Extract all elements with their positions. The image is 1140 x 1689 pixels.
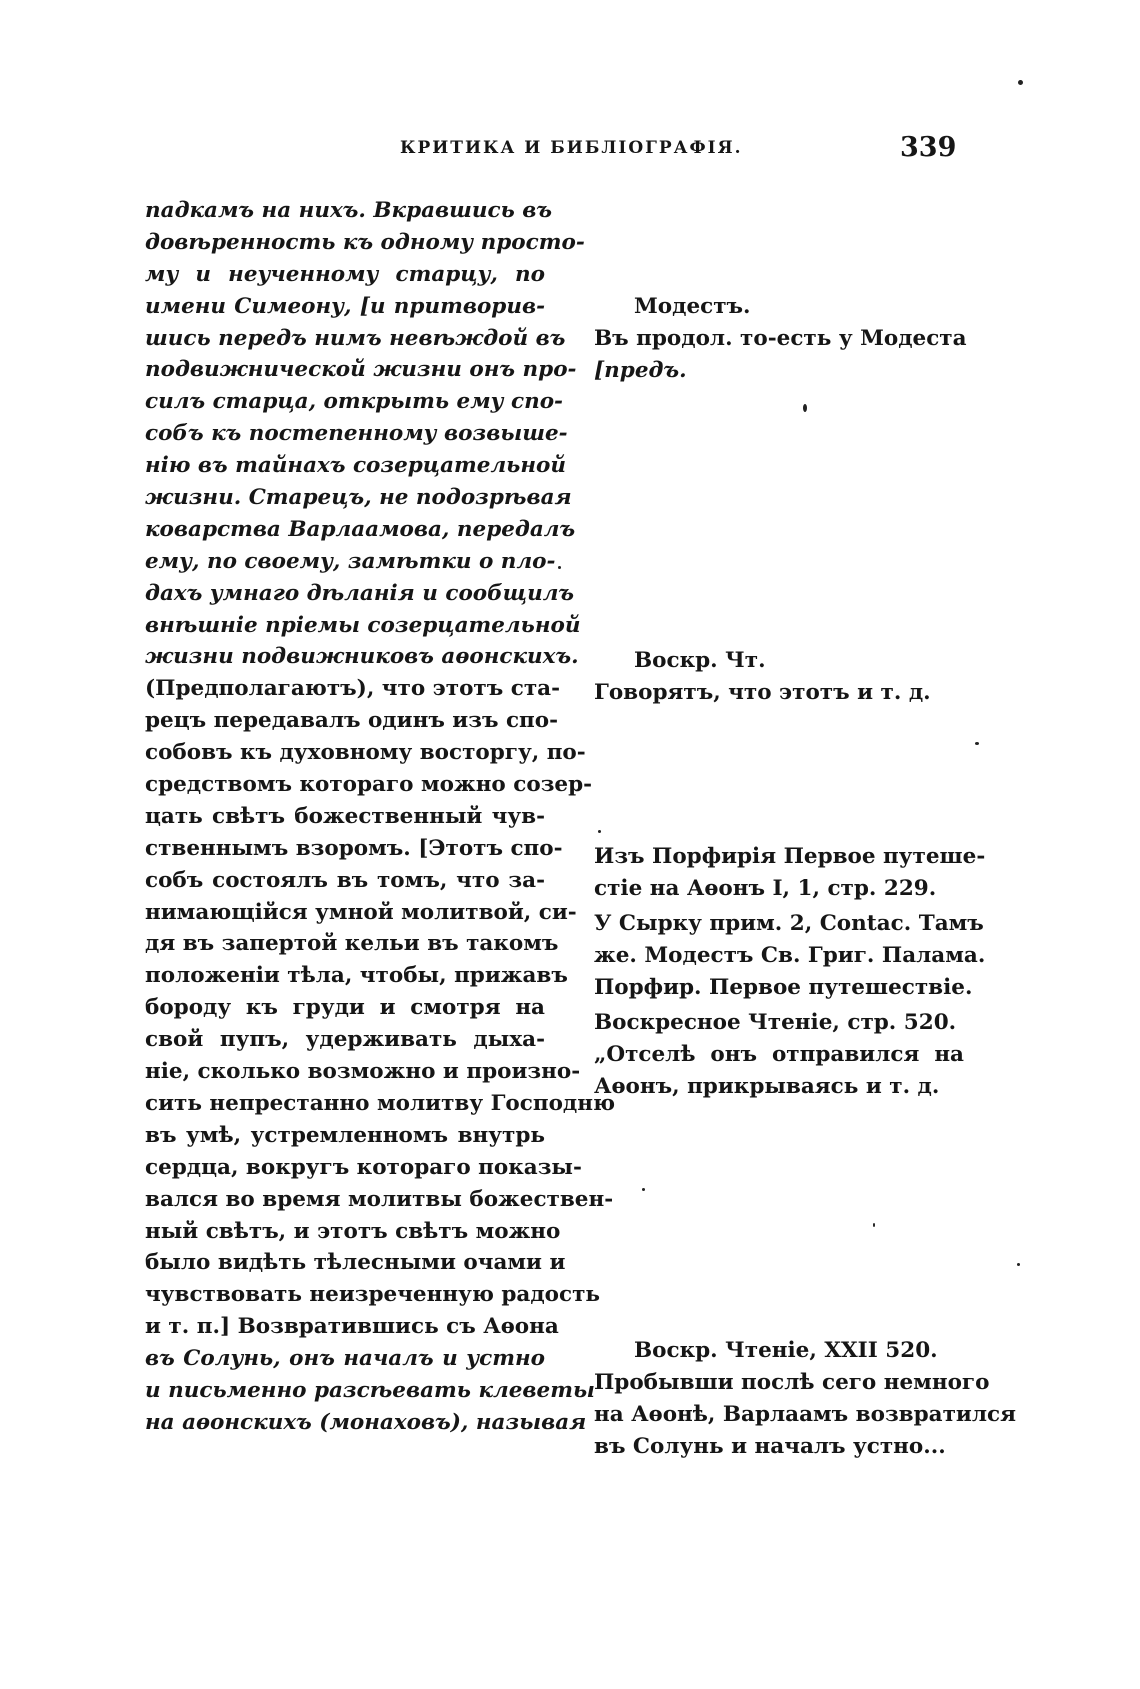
text-line: силъ старца, открыть ему спо- [145,389,563,415]
text-line: положеніи тѣла, чтобы, прижавъ [145,963,568,989]
text-line: нію въ тайнахъ созерцательной [145,453,567,479]
text-line: шись передъ нимъ невѣждой въ [145,325,566,351]
text-line: подвижнической жизни онъ про- [145,357,577,383]
text-line: и письменно разсѣевать клеветы [145,1377,595,1403]
text-line: нимающійся умной молитвой, си- [145,899,577,925]
text-line: бороду къ груди и смотря на [145,995,545,1021]
print-speck [642,1188,645,1191]
text-line: довѣренность къ одному просто- [145,229,585,255]
note-line: „Отселѣ онъ отправился на [594,1042,964,1067]
text-line: и т. п.] Возвратившись съ Аѳона [145,1314,559,1340]
text-line: ный свѣтъ, и этотъ свѣтъ можно [145,1218,561,1244]
text-line: цать свѣтъ божественный чув- [145,803,545,829]
text-line: ніе, сколько возможно и произно- [145,1059,581,1085]
note-line: же. Модестъ Св. Григ. Палама. [594,943,986,968]
text-line: ственнымъ взоромъ. [Этотъ спо- [145,835,563,861]
note-line: Воскресное Чтеніе, стр. 520. [594,1010,957,1035]
running-title: КРИТИКА И БИБЛІОГРАФІЯ. [400,138,743,158]
text-line: на аѳонскихъ (монаховъ), называя [145,1409,587,1435]
text-line: свой пупъ, удерживать дыха- [145,1027,545,1053]
print-speck [598,830,601,833]
text-line: рецъ передавалъ одинъ изъ спо- [145,708,559,734]
text-line: дя въ запертой кельи въ такомъ [145,931,559,957]
text-line: (Предполагаютъ), что этотъ ста- [145,676,560,702]
text-line: собовъ къ духовному восторгу, по- [145,740,586,766]
print-speck [975,742,979,745]
margin-note-voskr-xxii [594,1335,1016,1463]
note-line: Воскр. Чт. [634,648,766,673]
note-line: Аѳонъ, прикрываясь и т. д. [594,1074,940,1099]
print-speck [873,1223,875,1227]
note-line: Порфир. Первое путешествіе. [594,975,973,1000]
text-line: собъ къ постепенному возвыше- [145,421,568,447]
note-line: стіе на Аѳонъ I, 1, стр. 229. [594,876,937,901]
text-line: внѣшніе пріемы созерцательной [145,612,581,638]
text-line: средствомъ котораго можно созер- [145,772,593,798]
note-line: Говорятъ, что этотъ и т. д. [594,680,931,705]
text-line: собъ состоялъ въ томъ, что за- [145,867,545,893]
text-line: ему, по своему, замѣтки о пло- [145,548,556,574]
text-line: въ Солунь, онъ началъ и устно [145,1346,545,1372]
note-line: Въ продол. то-есть у Модеста [594,326,967,351]
page-number: 339 [900,132,957,163]
text-line: вался во время молитвы божествен- [145,1186,614,1212]
text-line: въ умѣ, устремленномъ внутрь [145,1122,545,1148]
margin-note-voskr [594,645,964,709]
note-line: [предъ. [594,358,687,383]
main-text-column [145,195,616,1439]
note-line: Модестъ. [634,294,751,319]
text-line: падкамъ на нихъ. Вкравшись въ [145,198,553,223]
text-line: чувствовать неизреченную радость [145,1282,601,1308]
margin-note-porfiriy [594,841,986,1103]
text-line: му и неученному старцу, по [145,261,545,287]
note-line: на Аѳонѣ, Варлаамъ возвратился [594,1402,1016,1427]
text-line: сить непрестанно молитву Господню [145,1090,616,1116]
text-line: жизни подвижниковъ аѳонскихъ. [145,644,579,670]
note-line: У Сырку прим. 2, Contac. Тамъ [594,911,984,936]
note-line: Изъ Порфирія Первое путеше- [594,844,986,869]
text-line: коварства Варлаамова, передалъ [145,516,576,542]
print-speck [558,566,561,569]
text-line: сердца, вокругъ котораго показы- [145,1154,582,1180]
print-speck [1017,1263,1020,1266]
text-line: жизни. Старецъ, не подозрѣвая [145,485,572,511]
text-line: имени Симеону, [и притворив- [145,293,545,319]
note-line: Пробывши послѣ сего немного [594,1370,990,1395]
note-line: Воскр. Чтеніе, XXII 520. [634,1338,938,1363]
print-speck [1018,80,1023,85]
note-line: въ Солунь и началъ устно... [594,1434,946,1459]
margin-note-modest [594,291,967,387]
text-line: было видѣть тѣлесными очами и [145,1250,566,1276]
print-speck [803,404,807,412]
text-line: дахъ умнаго дѣланія и сообщилъ [145,580,575,606]
